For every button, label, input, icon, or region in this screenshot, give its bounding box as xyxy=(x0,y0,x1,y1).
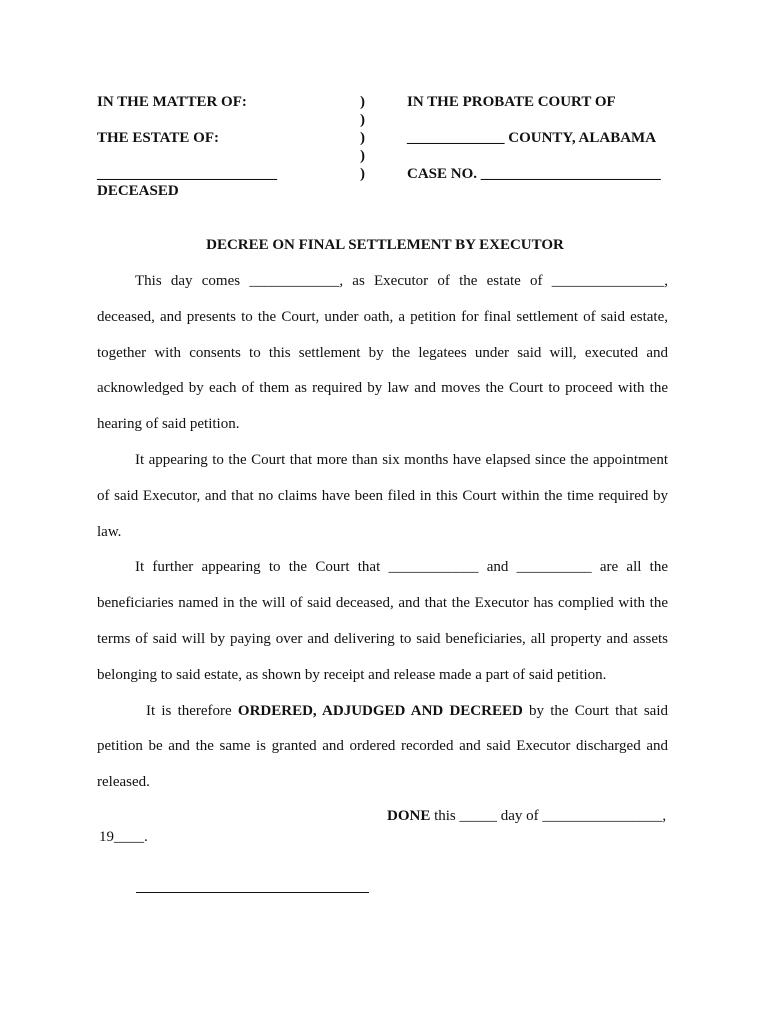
county-blank[interactable]: _____________ xyxy=(407,130,505,146)
ordered-intro: It is therefore xyxy=(146,702,238,719)
done-date-fields[interactable]: this _____ day of ________________, xyxy=(430,808,667,824)
paragraph-six-months: It appearing to the Court that more than six months have elapsed since the appointment of said Executor, and that no claims have been filed in this Court within the time required by law. xyxy=(97,451,668,540)
matter-of-label: IN THE MATTER OF: xyxy=(97,94,247,110)
caption-paren: ) xyxy=(360,130,365,146)
paragraph-ordered xyxy=(97,694,668,801)
probate-court-heading: IN THE PROBATE COURT OF xyxy=(407,94,616,110)
document-title: DECREE ON FINAL SETTLEMENT BY EXECUTOR xyxy=(206,237,564,253)
caption-paren: ) xyxy=(360,148,365,164)
deceased-name-blank[interactable]: ________________________ xyxy=(97,166,277,182)
deceased-label: DECEASED xyxy=(97,183,179,199)
estate-of-label: THE ESTATE OF: xyxy=(97,130,219,146)
ordered-phrase: ORDERED, ADJUDGED AND DECREED xyxy=(237,702,523,719)
paragraph-beneficiaries: It further appearing to the Court that ____________ and __________ are all the beneficiaries named in the will of said deceased, and that the Executor has complied with the terms of said will by paying over and delivering to said beneficiaries, all property and assets belonging to said estate, as shown by receipt and release made a part of said petition. xyxy=(97,559,668,683)
caption-paren: ) xyxy=(360,112,365,128)
year-field[interactable]: 19____. xyxy=(99,829,148,845)
caption-paren: ) xyxy=(360,166,365,182)
caption-paren: ) xyxy=(360,94,365,110)
county-line xyxy=(407,130,656,147)
done-line xyxy=(387,808,666,825)
county-label: COUNTY, ALABAMA xyxy=(504,130,657,146)
decree-body xyxy=(97,264,668,801)
signature-line[interactable] xyxy=(136,892,369,893)
paragraph-petition: This day comes ____________, as Executor of the estate of _______________, deceased, and presents to the Court, under oath, a petition for final settlement of said estate, together with consents to this settlement by the legatees under said will, executed and acknowledged by each of them as required by law and moves the Court to proceed with the hearing of said petition. xyxy=(97,273,668,433)
done-label: DONE xyxy=(387,808,431,824)
ordered-rest: by the Court that said petition be and the same is granted and ordered recorded and said Executor discharged and released. xyxy=(97,702,669,791)
case-number-field[interactable]: CASE NO. ________________________ xyxy=(407,166,661,182)
